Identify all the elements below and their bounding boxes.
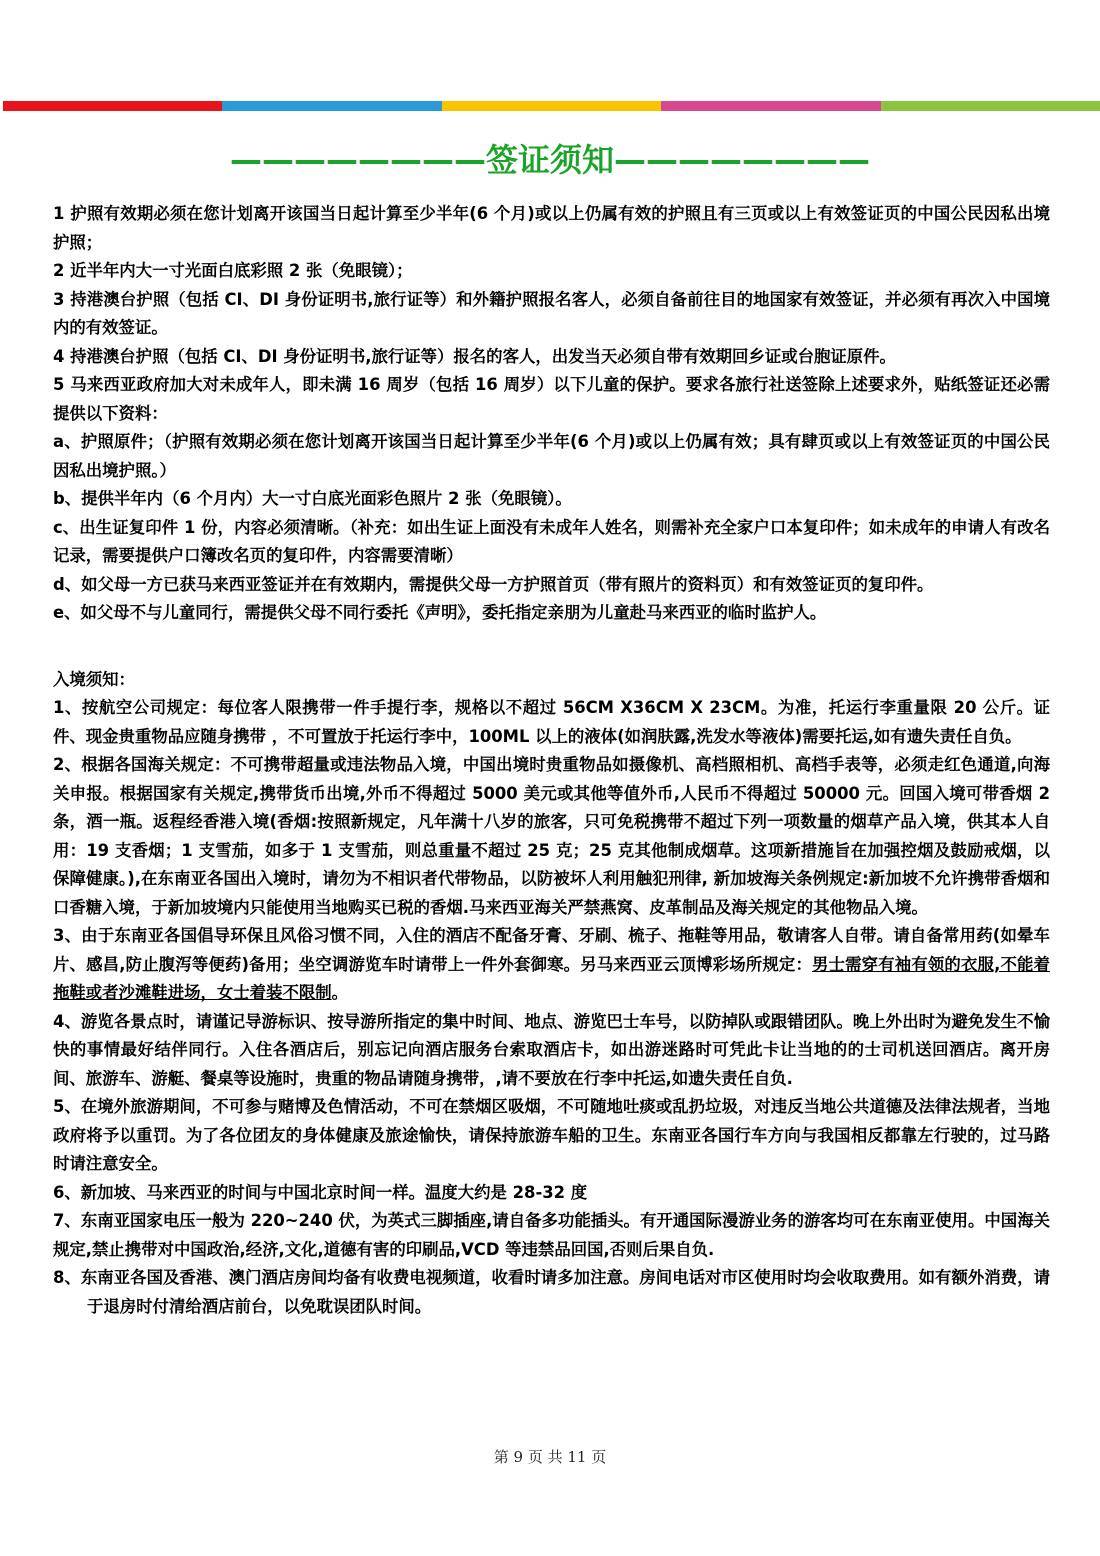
entry-item-end: 。: [331, 983, 349, 1002]
blue-segment: [222, 101, 441, 111]
entry-item: [53, 922, 1050, 1008]
entry-item: 8、东南亚各国及香港、澳门酒店房间均备有收费电视频道，收看时请多加注意。房间电话对市区使用时均会收取费用。如有额外消费，请于退房时付清给酒店前台，以免耽误团队时间。: [53, 1268, 1050, 1316]
red-segment: [3, 101, 222, 111]
visa-item: 3 持港澳台护照（包括 CI、DI 身份证明书,旅行证等）和外籍护照报名客人，必须自备前往目的地国家有效签证，并必须有再次入中国境内的有效签证。: [53, 289, 1050, 337]
visa-item: b、提供半年内（6 个月内）大一寸白底光面彩色照片 2 张（免眼镜）。: [53, 489, 572, 508]
entry-item-text: 3、由于东南亚各国倡导环保且风俗习惯不同，入住的酒店不配备牙膏、牙刷、梳子、拖鞋等用品，敬请客人自带。请自备常用药(如晕车片、感昌,防止腹泻等便药)备用；坐空调游览车时请带上一件外套御寒。另马来西亚云顶博彩场所规定：: [53, 926, 1050, 974]
dress-code-underlined: 男士需穿有袖有领的衣服,不能着拖鞋或者沙滩鞋进场，女士着装不限制: [53, 954, 1050, 1002]
visa-item: c、出生证复印件 1 份，内容必须清晰。（补充：如出生证上面没有未成年人姓名，则需补充全家户口本复印件；如未成年的申请人有改名记录，需要提供户口簿改名页的复印件，内容需要清晰）: [53, 517, 1050, 565]
entry-item: 5、在境外旅游期间，不可参与赌博及色情活动，不可在禁烟区吸烟，不可随地吐痰或乱扔垃圾，对违反当地公共道德及法律法规者，当地政府将予以重罚。为了各位团友的身体健康及旅途愉快，请保持旅游车船的卫生。东南亚各国行车方向与我国相反都靠左行驶的，过马路时请注意安全。: [53, 1097, 1050, 1173]
document-body: [53, 200, 1050, 1321]
entry-item: 4、游览各景点时，请谨记导游标识、按导游所指定的集中时间、地点、游览巴士车号，以防掉队或跟错团队。晚上外出时为避免发生不愉快的事情最好结伴同行。入住各酒店后，别忘记向酒店服务台索取酒店卡，如出游迷路时可凭此卡让当地的的士司机送回酒店。离开房间、旅游车、游艇、餐桌等设施时，贵重的物品请随身携带，,请不要放在行李中托运,如遗失责任自负.: [53, 1011, 1050, 1088]
entry-item: 2、根据各国海关规定：不可携带超量或违法物品入境，中国出境时贵重物品如摄像机、高档照相机、高档手表等，必须走红色通道,向海关申报。根据国家有关规定,携带货币出境,外币不得超过 5000 美元或其他等值外币,人民币不得超过 50000 元。回国入境可带香烟 2 条，酒一瓶。返程经香港入境(香烟:按照新规定，凡年满十八岁的旅客，只可免税携带不超过下列一项数量的烟草产品入境，供其本人自用：19 支香烟；1 支雪茄，如多于 1 支雪茄，则总重量不超过 25 克；25 克其他制成烟草。这项新措施旨在加强控烟及鼓励戒烟，以保障健康。),在东南亚各国出入境时，请勿为不相识者代带物品，以防被坏人利用触犯刑律, 新加坡海关条例规定:新加坡不允许携带香烟和口香糖入境，于新加坡境内只能使用当地购买已税的香烟.马来西亚海关严禁燕窝、皮革制品及海关规定的其他物品入境。: [53, 755, 1050, 917]
pink-segment: [661, 101, 880, 111]
entry-item: 7、东南亚国家电压一般为 220~240 伏，为英式三脚插座,请自备多功能插头。有开通国际漫游业务的游客均可在东南亚使用。中国海关规定,禁止携带对中国政治,经济,文化,道德有害的印刷品,VCD 等违禁品回国,否则后果自负.: [53, 1211, 1050, 1259]
visa-item: 5 马来西亚政府加大对未成年人，即未满 16 周岁（包括 16 周岁）以下儿童的保护。要求各旅行社送签除上述要求外，贴纸签证还必需提供以下资料：: [53, 375, 1050, 423]
visa-item: 2 近半年内大一寸光面白底彩照 2 张（免眼镜）；: [53, 261, 413, 280]
visa-item: a、护照原件；（护照有效期必须在您计划离开该国当日起计算至少半年(6 个月)或以上仍属有效；具有肆页或以上有效签证页的中国公民因私出境护照。）: [53, 432, 1050, 480]
page-number: 第 9 页 共 11 页: [493, 1448, 607, 1466]
yellow-segment: [442, 101, 661, 111]
visa-item: d、如父母一方已获马来西亚签证并在有效期内，需提供父母一方护照首页（带有照片的资料页）和有效签证页的复印件。: [53, 574, 934, 594]
entry-heading: 入境须知：: [53, 669, 135, 689]
entry-item: 6、新加坡、马来西亚的时间与中国北京时间一样。温度大约是 28-32 度: [53, 1182, 588, 1202]
visa-item: 1 护照有效期必须在您计划离开该国当日起计算至少半年(6 个月)或以上仍属有效的护照且有三页或以上有效签证页的中国公民因私出境护照；: [53, 204, 1050, 252]
page-title: ————————签证须知————————: [229, 141, 870, 179]
rainbow-header-bar: [3, 101, 1100, 111]
visa-item: 4 持港澳台护照（包括 CI、DI 身份证明书,旅行证等）报名的客人，出发当天必须自带有效期回乡证或台胞证原件。: [53, 346, 896, 366]
entry-item: 1、按航空公司规定：每位客人限携带一件手提行李，规格以不超过 56CM X36CM X 23CM。为准，托运行李重量限 20 公斤。证件、现金贵重物品应随身携带 ，不可置放于托运行李中，100ML 以上的液体(如润肤露,洗发水等液体)需要托运,如有遗失责任自负。: [53, 698, 1050, 746]
green-segment: [881, 101, 1100, 111]
visa-item: e、如父母不与儿童同行，需提供父母不同行委托《声明》，委托指定亲朋为儿童赴马来西亚的临时监护人。: [53, 603, 827, 622]
